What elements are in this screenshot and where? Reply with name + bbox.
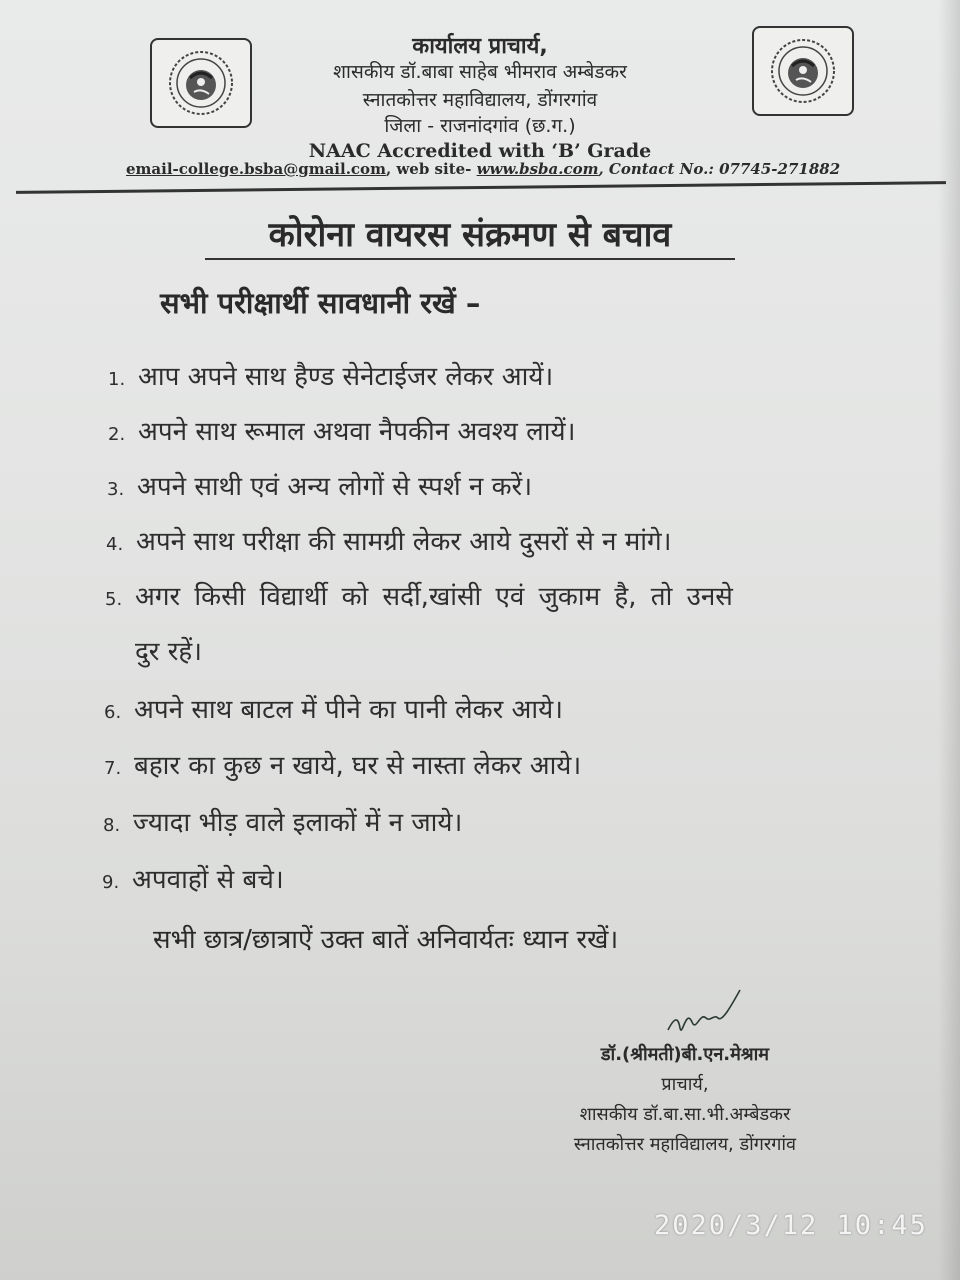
- signatory-designation: प्राचार्य,: [661, 1074, 709, 1095]
- item-number: 9.: [102, 872, 120, 893]
- list-item: [108, 412, 575, 448]
- item-text: अपने साथ रूमाल अथवा नैपकीन अवश्य लायें।: [138, 417, 576, 447]
- item-number: 8.: [103, 815, 121, 836]
- naac-grade-line: NAAC Accredited with ‘B’ Grade: [308, 140, 652, 162]
- contact-number: , Contact No.: 07745-271882: [598, 160, 841, 178]
- paper-shadow: [938, 0, 960, 1280]
- college-website: www.bsba.com: [476, 160, 599, 178]
- list-item: [106, 522, 672, 558]
- college-email: email-college.bsba@gmail.com: [126, 160, 386, 178]
- handwritten-signature: [660, 978, 760, 1048]
- item-number: 6.: [104, 702, 122, 723]
- notice-title: कोरोना वायरस संक्रमण से बचाव: [205, 210, 735, 260]
- item-number: 1.: [108, 369, 126, 390]
- district-line: जिला - राजनांदगांव (छ.ग.): [384, 115, 576, 137]
- item-text: अपने साथ बाटल में पीने का पानी लेकर आये।: [134, 695, 563, 725]
- college-name-line2: स्नातकोत्तर महाविद्यालय, डोंगरगांव: [362, 89, 598, 111]
- list-item: [104, 746, 581, 782]
- item-number: 3.: [107, 479, 125, 500]
- signatory-org-line2: स्नातकोत्तर महाविद्यालय, डोंगरगांव: [573, 1134, 797, 1155]
- list-item: [107, 467, 532, 503]
- list-item: [105, 577, 733, 613]
- signatory-block: [520, 1040, 850, 1160]
- signatory-name: डॉ.(श्रीमती)बी.एन.मेश्राम: [600, 1044, 770, 1065]
- item-number: 4.: [106, 534, 124, 555]
- item-text: बहार का कुछ न खाये, घर से नास्ता लेकर आये।: [134, 751, 582, 781]
- item-number: 5.: [105, 589, 123, 610]
- item-text: अपवाहों से बचे।: [132, 865, 284, 895]
- item-text: दुर रहें।: [135, 637, 202, 667]
- notice-subtitle: सभी परीक्षार्थी सावधानी रखें –: [160, 286, 481, 320]
- list-item-continuation: [135, 632, 202, 668]
- web-label: , web site-: [385, 160, 477, 178]
- item-number: 2.: [108, 424, 126, 445]
- office-title: कार्यालय प्राचार्य,: [412, 34, 548, 59]
- list-item: [103, 803, 462, 839]
- photo-timestamp: 2020/3/12 10:45: [654, 1210, 928, 1241]
- item-text: अपने साथ परीक्षा की सामग्री लेकर आये दुसरों से न मांगे।: [136, 527, 672, 557]
- list-item: [104, 690, 563, 726]
- list-item: [102, 860, 284, 896]
- list-item: [108, 357, 553, 393]
- item-text: आप अपने साथ हैण्ड सेनेटाईजर लेकर आयें।: [138, 362, 554, 392]
- item-text: ज्यादा भीड़ वाले इलाकों में न जाये।: [133, 808, 463, 838]
- college-name-line1: शासकीय डॉ.बाबा साहेब भीमराव अम्बेडकर: [333, 61, 627, 83]
- closing-instruction: सभी छात्र/छात्राऐं उक्त बातें अनिवार्यतः ध्यान रखें।: [153, 925, 619, 955]
- item-text: अपने साथी एवं अन्य लोगों से स्पर्श न करें।: [137, 472, 533, 502]
- item-number: 7.: [104, 758, 122, 779]
- item-text: अगर किसी विद्यार्थी को सर्दी,खांसी एवं जुकाम है, तो उनसे: [135, 582, 733, 612]
- signatory-org-line1: शासकीय डॉ.बा.सा.भी.अम्बेडकर: [579, 1104, 791, 1125]
- contact-line: [126, 160, 841, 178]
